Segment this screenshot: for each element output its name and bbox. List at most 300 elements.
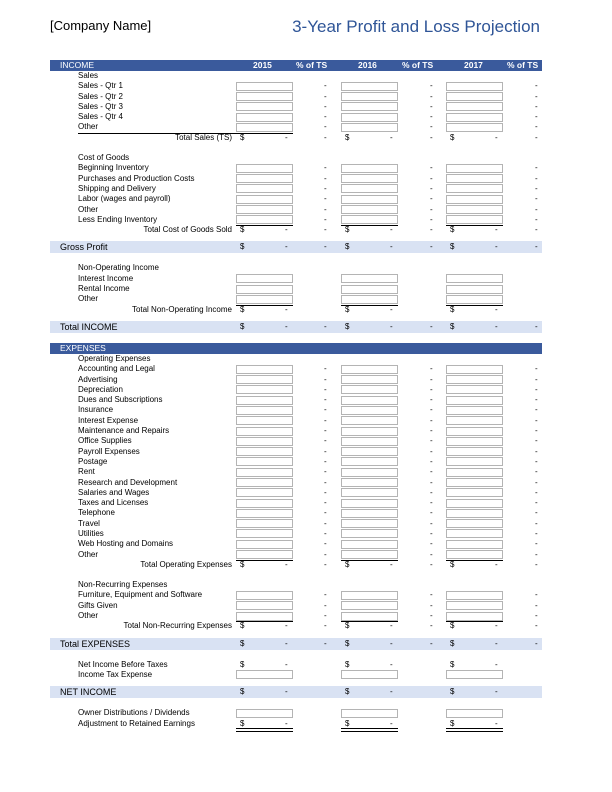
dollar-sign: $ <box>240 225 245 235</box>
table-row <box>50 478 542 488</box>
amount-input[interactable] <box>236 195 293 204</box>
amount-input[interactable] <box>341 285 398 294</box>
amount-input[interactable] <box>446 295 503 304</box>
amount-input[interactable] <box>236 488 293 497</box>
line-item-label: Postage <box>78 456 108 466</box>
table-row <box>50 71 542 81</box>
pct-value: - <box>324 611 327 621</box>
pct-value: - <box>324 242 327 252</box>
amount-input[interactable] <box>341 406 398 415</box>
amount-input[interactable] <box>446 488 503 497</box>
amount-input[interactable] <box>236 601 293 610</box>
amount-input[interactable] <box>236 375 293 384</box>
pct-value: - <box>430 384 433 394</box>
amount-input[interactable] <box>341 396 398 405</box>
amount-input[interactable] <box>446 365 503 374</box>
pct-value: - <box>324 163 327 173</box>
pct-value: - <box>535 91 538 101</box>
amount-input[interactable] <box>236 92 293 101</box>
dollar-sign: $ <box>240 659 245 669</box>
table-row <box>50 601 542 611</box>
summary-label: Total INCOME <box>60 321 118 332</box>
table-row <box>50 112 542 122</box>
company-name: [Company Name] <box>50 18 152 33</box>
amount-input[interactable] <box>341 488 398 497</box>
pct-value: - <box>324 528 327 538</box>
summary-label: Total EXPENSES <box>60 638 131 649</box>
dollar-sign: $ <box>450 225 455 235</box>
amount-input[interactable] <box>236 184 293 193</box>
dollar-sign: $ <box>450 659 455 669</box>
dollar-sign: $ <box>240 321 245 331</box>
line-item-label: Sales - Qtr 1 <box>78 81 123 91</box>
table-row <box>50 205 542 215</box>
tax-expense-label: Income Tax Expense <box>78 669 153 679</box>
amount-input[interactable] <box>236 540 293 549</box>
line-item-label: Rent <box>78 467 95 477</box>
pct-value: - <box>430 321 433 331</box>
pct-value: - <box>535 364 538 374</box>
total-label: Total Operating Expenses <box>140 559 232 569</box>
spacer <box>50 253 542 263</box>
pct-value: - <box>430 132 433 142</box>
table-row <box>50 153 542 163</box>
amount-input[interactable] <box>341 164 398 173</box>
amount-input[interactable] <box>446 195 503 204</box>
table-row <box>50 426 542 436</box>
line-item-label: Insurance <box>78 405 114 415</box>
pct-value: - <box>535 242 538 252</box>
amount-input[interactable] <box>341 195 398 204</box>
page-title: 3-Year Profit and Loss Projection <box>292 17 540 36</box>
year-label: 2015 <box>253 60 272 70</box>
pct-value: - <box>535 225 538 235</box>
amount-input[interactable] <box>236 82 293 91</box>
pct-value: - <box>430 611 433 621</box>
amount-input[interactable] <box>341 427 398 436</box>
line-item-label: Rental Income <box>78 284 130 294</box>
pct-value: - <box>535 101 538 111</box>
section-title: EXPENSES <box>60 342 106 353</box>
distribution-input[interactable] <box>236 709 293 718</box>
pct-label: % of TS <box>507 60 539 70</box>
total-value: - <box>495 132 498 142</box>
amount-input[interactable] <box>446 457 503 466</box>
pct-value: - <box>535 621 538 631</box>
dollar-sign: $ <box>450 621 455 631</box>
table-row <box>50 174 542 184</box>
pct-value: - <box>324 225 327 235</box>
pct-value: - <box>430 600 433 610</box>
amount-input[interactable] <box>446 437 503 446</box>
summary-value: - <box>390 638 393 648</box>
amount-input[interactable] <box>446 406 503 415</box>
amount-input[interactable] <box>446 529 503 538</box>
amount-input[interactable] <box>236 406 293 415</box>
pct-value: - <box>535 477 538 487</box>
double-rule <box>446 728 503 732</box>
amount-input[interactable] <box>236 447 293 456</box>
total-label: Total Non-Operating Income <box>131 304 232 314</box>
total-value: - <box>285 225 288 235</box>
amount-input[interactable] <box>446 550 503 559</box>
table-row <box>50 611 542 621</box>
summary-value: - <box>390 242 393 252</box>
amount-input[interactable] <box>341 437 398 446</box>
amount-input[interactable] <box>446 519 503 528</box>
amount-input[interactable] <box>236 102 293 111</box>
amount-input[interactable] <box>236 295 293 304</box>
amount-input[interactable] <box>341 601 398 610</box>
total-value: - <box>390 225 393 235</box>
dollar-sign: $ <box>240 687 245 697</box>
line-item-label: Sales - Qtr 4 <box>78 112 123 122</box>
table-row <box>50 284 542 294</box>
dollar-sign: $ <box>345 225 350 235</box>
amount-input[interactable] <box>446 285 503 294</box>
amount-input[interactable] <box>236 478 293 487</box>
pct-value: - <box>535 518 538 528</box>
line-item-label: Other <box>78 549 99 559</box>
pct-value: - <box>324 405 327 415</box>
dollar-sign: $ <box>450 638 455 648</box>
amount-input[interactable] <box>341 509 398 518</box>
amount-input[interactable] <box>341 457 398 466</box>
line-item-label: Sales - Qtr 3 <box>78 101 123 111</box>
line-item-label: Other <box>78 122 99 132</box>
net-before-tax-label: Net Income Before Taxes <box>78 659 168 669</box>
amount-input[interactable] <box>446 92 503 101</box>
summary-row <box>50 241 542 253</box>
line-item-label: Beginning Inventory <box>78 163 149 173</box>
total-value: - <box>390 304 393 314</box>
table-row <box>50 621 542 631</box>
amount-input[interactable] <box>236 529 293 538</box>
pct-value: - <box>324 112 327 122</box>
table-row <box>50 405 542 415</box>
section-header <box>50 60 542 71</box>
pct-value: - <box>430 101 433 111</box>
amount-input[interactable] <box>341 92 398 101</box>
pct-value: - <box>535 611 538 621</box>
table-row <box>50 225 542 235</box>
amount-input[interactable] <box>446 540 503 549</box>
pct-value: - <box>430 508 433 518</box>
dollar-sign: $ <box>450 132 455 142</box>
summary-value: - <box>285 638 288 648</box>
amount-input[interactable] <box>341 612 398 621</box>
amount-input[interactable] <box>236 457 293 466</box>
summary-value: - <box>495 242 498 252</box>
amount-input[interactable] <box>446 601 503 610</box>
amount-input[interactable] <box>341 123 398 132</box>
amount-input[interactable] <box>236 113 293 122</box>
summary-value: - <box>495 638 498 648</box>
amount-input[interactable] <box>236 274 293 283</box>
dollar-sign: $ <box>345 321 350 331</box>
pct-value: - <box>324 590 327 600</box>
amount-input[interactable] <box>446 427 503 436</box>
table-row <box>50 184 542 194</box>
amount-input[interactable] <box>446 416 503 425</box>
pct-value: - <box>324 132 327 142</box>
pct-value: - <box>430 112 433 122</box>
adjustment-value: - <box>285 718 288 728</box>
amount-input[interactable] <box>236 437 293 446</box>
amount-input[interactable] <box>236 396 293 405</box>
dollar-sign: $ <box>240 132 245 142</box>
amount-input[interactable] <box>341 591 398 600</box>
total-value: - <box>495 559 498 569</box>
amount-input[interactable] <box>341 82 398 91</box>
table-row <box>50 708 542 718</box>
amount-input[interactable] <box>446 102 503 111</box>
total-label: Total Sales (TS) <box>175 132 232 142</box>
summary-label: NET INCOME <box>60 687 117 698</box>
amount-input[interactable] <box>446 612 503 621</box>
amount-input[interactable] <box>236 612 293 621</box>
amount-input[interactable] <box>341 102 398 111</box>
table-row <box>50 194 542 204</box>
dollar-sign: $ <box>450 718 455 728</box>
line-item-label: Purchases and Production Costs <box>78 173 195 183</box>
pct-value: - <box>324 204 327 214</box>
line-item-label: Research and Development <box>78 477 178 487</box>
table-row <box>50 385 542 395</box>
pct-value: - <box>430 122 433 132</box>
amount-input[interactable] <box>446 82 503 91</box>
line-item-label: Web Hosting and Domains <box>78 539 174 549</box>
table-row <box>50 92 542 102</box>
pct-value: - <box>324 446 327 456</box>
pct-value: - <box>324 539 327 549</box>
amount-input[interactable] <box>341 478 398 487</box>
amount-input[interactable] <box>236 205 293 214</box>
table-row <box>50 508 542 518</box>
amount-input[interactable] <box>341 184 398 193</box>
pct-value: - <box>535 498 538 508</box>
pct-value: - <box>430 364 433 374</box>
pct-value: - <box>535 436 538 446</box>
adjustment-value: - <box>495 718 498 728</box>
amount-input[interactable] <box>446 174 503 183</box>
amount-input[interactable] <box>236 519 293 528</box>
amount-input[interactable] <box>446 215 503 224</box>
amount-input[interactable] <box>341 416 398 425</box>
amount-input[interactable] <box>236 123 293 132</box>
tax-input[interactable] <box>341 670 398 679</box>
amount-input[interactable] <box>446 591 503 600</box>
net-value: - <box>285 659 288 669</box>
pct-value: - <box>430 426 433 436</box>
amount-input[interactable] <box>446 123 503 132</box>
line-item-label: Sales - Qtr 2 <box>78 91 123 101</box>
table-row <box>50 590 542 600</box>
pct-value: - <box>535 539 538 549</box>
amount-input[interactable] <box>446 375 503 384</box>
amount-input[interactable] <box>341 550 398 559</box>
dollar-sign: $ <box>450 242 455 252</box>
pct-value: - <box>430 81 433 91</box>
summary-value: - <box>495 687 498 697</box>
amount-input[interactable] <box>236 499 293 508</box>
table-row <box>50 436 542 446</box>
amount-input[interactable] <box>236 365 293 374</box>
line-item-label: Less Ending Inventory <box>78 214 158 224</box>
tax-input[interactable] <box>236 670 293 679</box>
pct-value: - <box>535 590 538 600</box>
line-item-label: Salaries and Wages <box>78 487 150 497</box>
amount-input[interactable] <box>236 215 293 224</box>
amount-input[interactable] <box>446 509 503 518</box>
summary-value: - <box>390 687 393 697</box>
table-row <box>50 102 542 112</box>
table-row <box>50 364 542 374</box>
amount-input[interactable] <box>341 113 398 122</box>
table-row <box>50 294 542 304</box>
profit-loss-worksheet <box>50 60 542 729</box>
pct-value: - <box>324 549 327 559</box>
pct-value: - <box>324 364 327 374</box>
table-row <box>50 670 542 680</box>
amount-input[interactable] <box>446 385 503 394</box>
dollar-sign: $ <box>450 559 455 569</box>
amount-input[interactable] <box>446 478 503 487</box>
table-row <box>50 263 542 273</box>
amount-input[interactable] <box>341 540 398 549</box>
total-value: - <box>285 304 288 314</box>
pct-value: - <box>324 638 327 648</box>
pct-value: - <box>535 122 538 132</box>
table-row <box>50 488 542 498</box>
pct-value: - <box>430 415 433 425</box>
amount-input[interactable] <box>341 529 398 538</box>
line-item-label: Labor (wages and payroll) <box>78 194 171 204</box>
table-row <box>50 719 542 729</box>
pct-value: - <box>535 405 538 415</box>
pct-value: - <box>535 395 538 405</box>
dollar-sign: $ <box>450 304 455 314</box>
amount-input[interactable] <box>236 164 293 173</box>
amount-input[interactable] <box>341 375 398 384</box>
table-row <box>50 133 542 143</box>
pct-value: - <box>535 204 538 214</box>
amount-input[interactable] <box>446 184 503 193</box>
table-row <box>50 539 542 549</box>
pct-value: - <box>324 436 327 446</box>
total-value: - <box>495 304 498 314</box>
pct-value: - <box>430 518 433 528</box>
amount-input[interactable] <box>341 385 398 394</box>
amount-input[interactable] <box>236 509 293 518</box>
summary-value: - <box>495 321 498 331</box>
table-row <box>50 215 542 225</box>
amount-input[interactable] <box>446 396 503 405</box>
amount-input[interactable] <box>341 174 398 183</box>
amount-input[interactable] <box>446 274 503 283</box>
amount-input[interactable] <box>446 164 503 173</box>
amount-input[interactable] <box>236 591 293 600</box>
amount-input[interactable] <box>341 215 398 224</box>
amount-input[interactable] <box>341 468 398 477</box>
total-label: Total Cost of Goods Sold <box>143 225 232 235</box>
double-rule <box>341 728 398 732</box>
amount-input[interactable] <box>341 499 398 508</box>
pct-value: - <box>430 225 433 235</box>
line-item-label: Telephone <box>78 508 115 518</box>
dollar-sign: $ <box>345 638 350 648</box>
amount-input[interactable] <box>236 427 293 436</box>
pct-value: - <box>324 426 327 436</box>
amount-input[interactable] <box>236 550 293 559</box>
line-item-label: Other <box>78 204 99 214</box>
pct-value: - <box>430 590 433 600</box>
pct-value: - <box>324 456 327 466</box>
line-item-label: Other <box>78 294 99 304</box>
dollar-sign: $ <box>345 687 350 697</box>
amount-input[interactable] <box>446 113 503 122</box>
pct-value: - <box>324 194 327 204</box>
amount-input[interactable] <box>236 285 293 294</box>
amount-input[interactable] <box>236 468 293 477</box>
pct-value: - <box>430 539 433 549</box>
line-item-label: Gifts Given <box>78 600 118 610</box>
pct-value: - <box>535 112 538 122</box>
pct-value: - <box>324 487 327 497</box>
group-label: Cost of Goods <box>78 153 130 163</box>
table-row <box>50 550 542 560</box>
dollar-sign: $ <box>240 718 245 728</box>
amount-input[interactable] <box>341 365 398 374</box>
dollar-sign: $ <box>240 559 245 569</box>
pct-value: - <box>535 638 538 648</box>
pct-value: - <box>324 477 327 487</box>
year-label: 2016 <box>358 60 377 70</box>
amount-input[interactable] <box>341 519 398 528</box>
amount-input[interactable] <box>236 416 293 425</box>
amount-input[interactable] <box>446 468 503 477</box>
pct-value: - <box>324 101 327 111</box>
amount-input[interactable] <box>341 447 398 456</box>
amount-input[interactable] <box>341 295 398 304</box>
pct-value: - <box>324 374 327 384</box>
amount-input[interactable] <box>236 174 293 183</box>
pct-value: - <box>324 173 327 183</box>
amount-input[interactable] <box>446 447 503 456</box>
spacer <box>50 143 542 153</box>
pct-value: - <box>430 436 433 446</box>
total-value: - <box>390 621 393 631</box>
pct-value: - <box>324 321 327 331</box>
distribution-input[interactable] <box>341 709 398 718</box>
amount-input[interactable] <box>446 499 503 508</box>
dollar-sign: $ <box>345 559 350 569</box>
pct-label: % of TS <box>296 60 328 70</box>
amount-input[interactable] <box>446 205 503 214</box>
amount-input[interactable] <box>236 385 293 394</box>
distribution-input[interactable] <box>446 709 503 718</box>
line-item-label: Utilities <box>78 528 104 538</box>
tax-input[interactable] <box>446 670 503 679</box>
amount-input[interactable] <box>341 205 398 214</box>
table-row <box>50 122 542 132</box>
pct-value: - <box>535 173 538 183</box>
line-item-label: Interest Income <box>78 273 134 283</box>
net-value: - <box>495 659 498 669</box>
pct-value: - <box>430 498 433 508</box>
pct-value: - <box>324 384 327 394</box>
amount-input[interactable] <box>341 274 398 283</box>
